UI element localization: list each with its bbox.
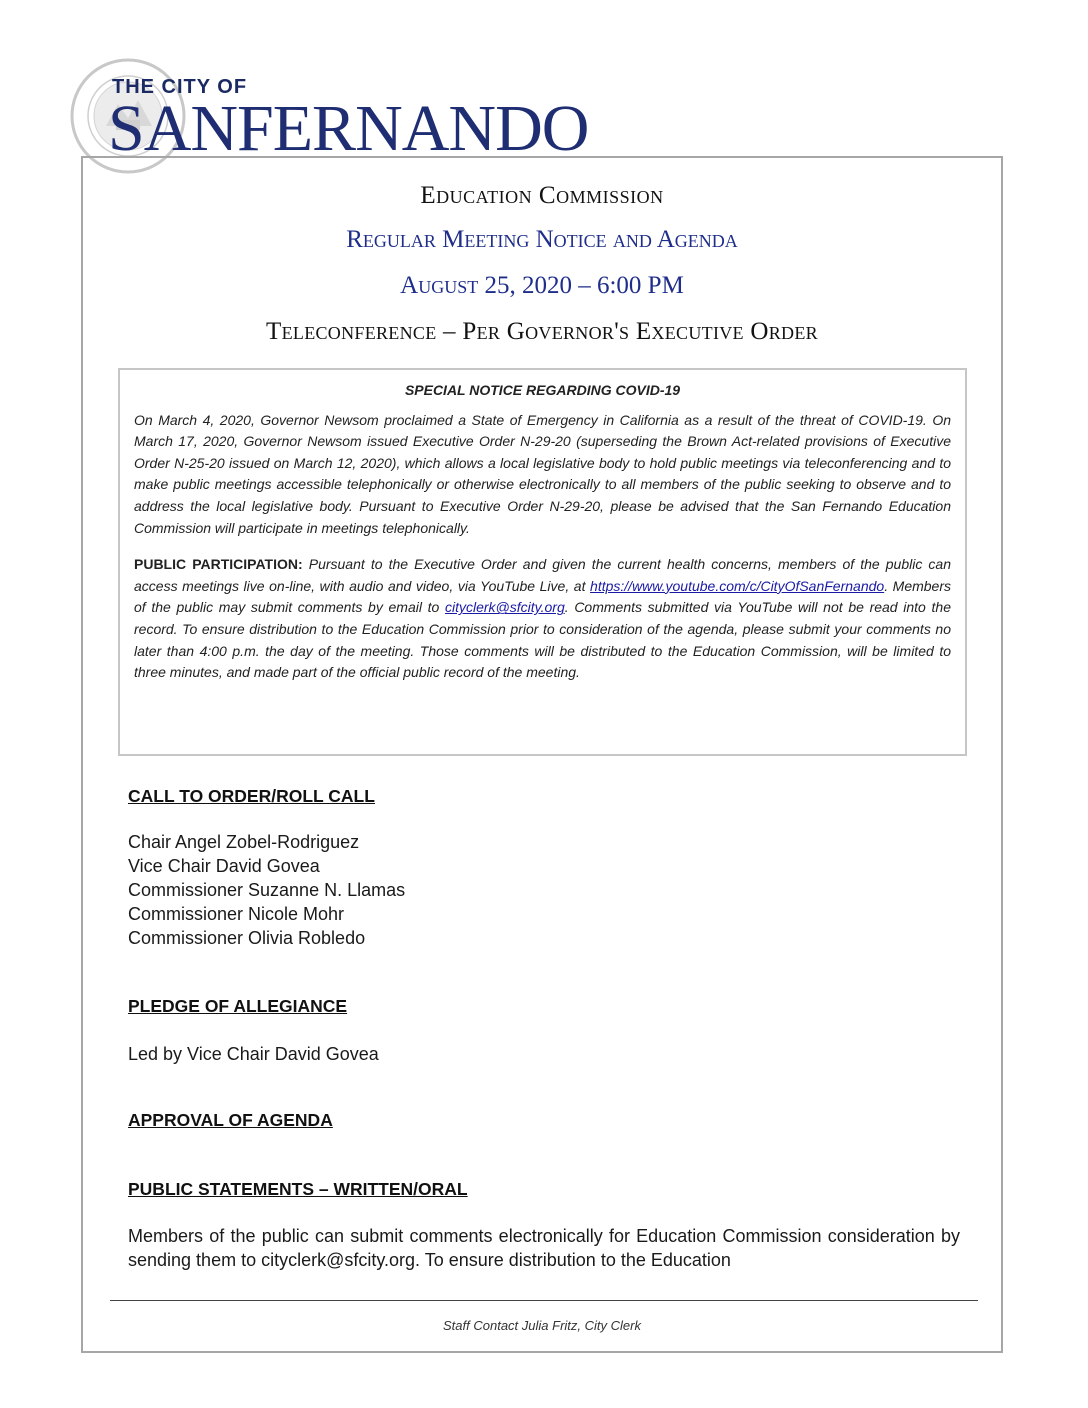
participation-label: PUBLIC PARTICIPATION:	[134, 556, 303, 573]
youtube-link[interactable]: https://www.youtube.com/c/CityOfSanFernando	[590, 577, 885, 594]
participation-text-3: . Comments submitted via YouTube will not be read into the record. To ensure distribution to the Education Commission prior to consideration of the agenda, please submit your comments no later than 4:00 p.m. the day of the meeting. Those comments will be distributed to the Education Commission, will be limited to three minutes, and made part of the official public record of the meeting.	[134, 599, 951, 681]
meeting-location: Teleconference – Per Governor's Executive Order	[266, 318, 818, 345]
logo-san-fernando: SANFERNANDO	[108, 92, 589, 165]
roster-member: Commissioner Suzanne N. Llamas	[128, 880, 406, 900]
pledge-heading: PLEDGE OF ALLEGIANCE	[128, 996, 348, 1016]
meeting-type: Regular Meeting Notice and Agenda	[346, 226, 738, 253]
roster-member: Vice Chair David Govea	[128, 856, 320, 876]
email-link[interactable]: cityclerk@sfcity.org	[445, 599, 565, 616]
commission-title: Education Commission	[420, 182, 664, 209]
agenda-heading: APPROVAL OF AGENDA	[128, 1110, 333, 1130]
public-participation-paragraph	[134, 554, 951, 684]
participation-text-2: . Members of the public may submit comments by email to	[134, 577, 952, 616]
roll-call-list	[128, 830, 960, 950]
public-statements-text: Members of the public can submit comments electronically for Education Commission consideration by sending them to cityclerk@sfcity.org. To ensure distribution to the Education	[128, 1226, 960, 1270]
roster-member: Commissioner Olivia Robledo	[128, 928, 366, 948]
roster-member: Chair Angel Zobel-Rodriguez	[128, 832, 360, 852]
notice-title: SPECIAL NOTICE REGARDING COVID-19	[404, 382, 681, 398]
notice-paragraph: On March 4, 2020, Governor Newsom proclaimed a State of Emergency in California as a result of the threat of COVID-19. On March 17, 2020, Governor Newsom issued Executive Order N-29-20 (superseding the Brown Act-related provisions of Executive Order N-25-20 issued on March 12, 2020), which allows a local legislative body to hold public meetings via teleconferencing and to make public meetings accessible telephonically or otherwise electronically to all members of the public seeking to observe and to address the local legislative body. Pursuant to Executive Order N-29-20, please be advised that the San Fernando Education Commission will participate in meetings telephonically.	[134, 411, 951, 536]
public-statements-heading: PUBLIC STATEMENTS – WRITTEN/ORAL	[128, 1179, 468, 1199]
meeting-date-time: August 25, 2020 – 6:00 PM	[400, 272, 684, 299]
staff-contact: Staff Contact Julia Fritz, City Clerk	[443, 1318, 641, 1333]
roster-member: Commissioner Nicole Mohr	[128, 904, 345, 924]
participation-text-1: Pursuant to the Executive Order and given the current health concerns, members of the public can access meetings live on-line, with audio and video, via YouTube Live, at	[134, 556, 951, 594]
footer-divider	[110, 1300, 978, 1301]
covid-notice-box	[118, 368, 967, 756]
roll-call-heading: CALL TO ORDER/ROLL CALL	[128, 786, 375, 806]
logo-city-of: THE CITY OF	[112, 76, 248, 98]
pledge-text: Led by Vice Chair David Govea	[128, 1044, 379, 1064]
